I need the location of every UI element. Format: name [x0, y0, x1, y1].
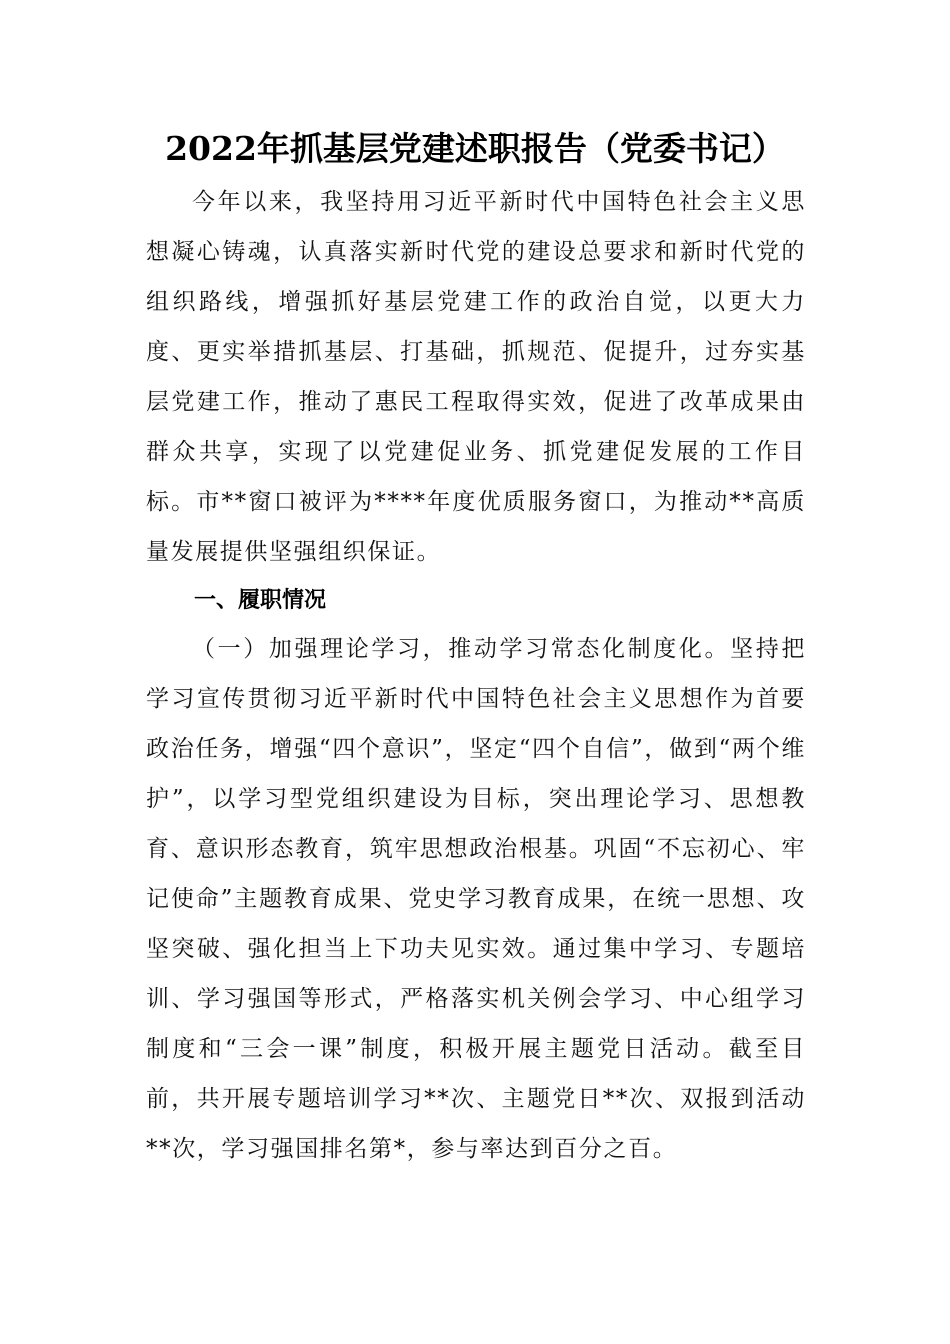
section-heading: 一、履职情况 [194, 588, 327, 613]
section-paragraph: （一）加强理论学习，推动学习常态化制度化。坚持把学习宣传贯彻习近平新时代中国特色社会主义思想作为首要政治任务，增强“四个意识”，坚定“四个自信”，做到“两个维护”，以学习型党组织建设为目标，突出理论学习、思想教育、意识形态教育，筑牢思想政治根基。巩固“不忘初心、牢记使命”主题教育成果、党史学习教育成果，在统一思想、攻坚突破、强化担当上下功夫见实效。通过集中学习、专题培训、学习强国等形式，严格落实机关例会学习、中心组学习制度和“三会一课”制度，积极开展主题党日活动。截至目前，共开展专题培训学习**次、主题党日**次、双报到活动**次，学习强国排名第*，参与率达到百分之百。 [146, 636, 806, 1162]
document-title: 2022年抓基层党建述职报告（党委书记） [165, 129, 785, 168]
intro-paragraph: 今年以来，我坚持用习近平新时代中国特色社会主义思想凝心铸魂，认真落实新时代党的建设总要求和新时代党的组织路线，增强抓好基层党建工作的政治自觉，以更大力度、更实举措抓基层、打基础，抓规范、促提升，过夯实基层党建工作，推动了惠民工程取得实效，促进了改革成果由群众共享，实现了以党建促业务、抓党建促发展的工作目标。市**窗口被评为****年度优质服务窗口，为推动**高质量发展提供坚强组织保证。 [146, 189, 806, 565]
